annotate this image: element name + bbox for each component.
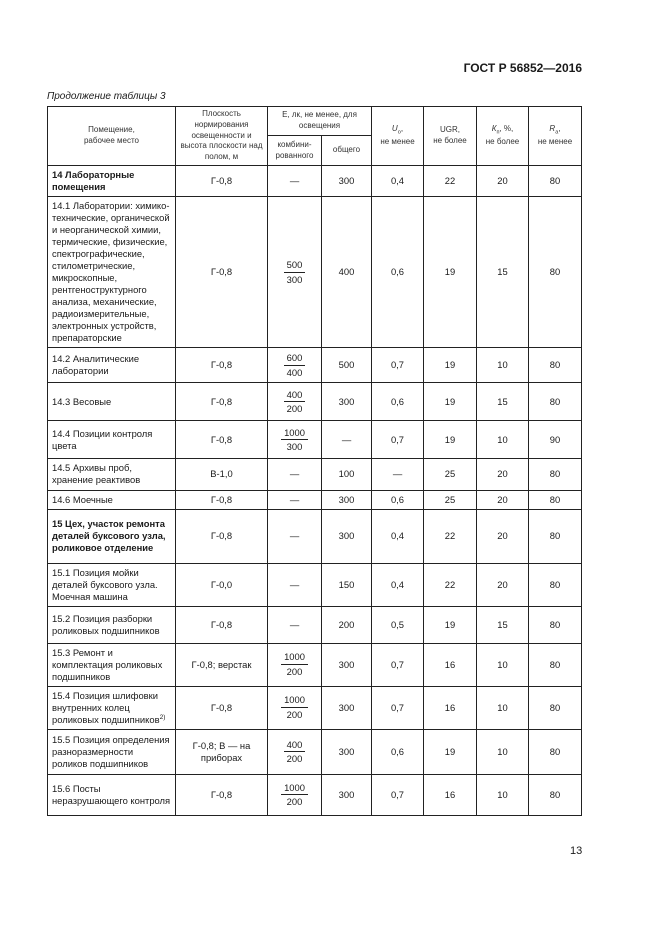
table-row — [48, 563, 582, 606]
uo-cell: 0,6 — [372, 197, 424, 348]
room-cell: 14.5 Архивы проб, хранение реактивов — [48, 459, 176, 490]
header-general: общего — [322, 136, 372, 166]
ugr-cell: 16 — [424, 643, 477, 686]
general-cell: 300 — [322, 383, 372, 421]
combined-fraction: $\frac{1000}{200}$ — [281, 782, 308, 809]
kp-cell: 10 — [477, 421, 529, 459]
combined-cell: — — [268, 490, 322, 509]
general-cell: 100 — [322, 459, 372, 490]
combined-cell — [268, 197, 322, 348]
room-cell: 14.2 Аналитические лаборатории — [48, 348, 176, 383]
ra-cell: 80 — [529, 563, 582, 606]
ugr-cell: 22 — [424, 509, 477, 563]
table-row — [48, 348, 582, 383]
header-illuminance: E, лк, не менее, для освещения — [268, 107, 372, 136]
ugr-cell: 19 — [424, 729, 477, 774]
combined-fraction: $\frac{1000}{200}$ — [281, 651, 308, 678]
combined-cell: — — [268, 563, 322, 606]
header-kp: $К_п$, %, не более — [477, 107, 529, 166]
combined-cell — [268, 729, 322, 774]
combined-cell — [268, 774, 322, 815]
kp-cell: 10 — [477, 643, 529, 686]
kp-cell: 10 — [477, 686, 529, 729]
ugr-cell: 19 — [424, 421, 477, 459]
table-row — [48, 686, 582, 729]
uo-cell: 0,7 — [372, 774, 424, 815]
plane-cell: Г-0,8 — [176, 197, 268, 348]
ugr-cell: 19 — [424, 606, 477, 643]
ra-cell: 80 — [529, 490, 582, 509]
general-cell: 300 — [322, 509, 372, 563]
combined-cell — [268, 686, 322, 729]
plane-cell: Г-0,8 — [176, 166, 268, 197]
ra-cell: 80 — [529, 606, 582, 643]
kp-cell: 15 — [477, 197, 529, 348]
plane-cell: Г-0,8 — [176, 421, 268, 459]
uo-cell: — — [372, 459, 424, 490]
kp-cell: 20 — [477, 459, 529, 490]
combined-fraction: $\frac{500}{300}$ — [284, 259, 306, 286]
table-row — [48, 774, 582, 815]
ra-cell: 80 — [529, 383, 582, 421]
ugr-cell: 19 — [424, 348, 477, 383]
ra-cell: 80 — [529, 348, 582, 383]
general-cell: 300 — [322, 729, 372, 774]
ugr-cell: 16 — [424, 774, 477, 815]
header-ugr: UGR, не более — [424, 107, 477, 166]
header-combined: комбини- рованного — [268, 136, 322, 166]
uo-cell: 0,4 — [372, 509, 424, 563]
combined-fraction: $\frac{400}{200}$ — [284, 739, 306, 766]
combined-cell — [268, 348, 322, 383]
ugr-cell: 25 — [424, 490, 477, 509]
general-cell: 300 — [322, 490, 372, 509]
room-cell: 15.1 Позиция мойки деталей буксового узла. Моечная машина — [48, 563, 176, 606]
footnote-mark: 2) — [159, 713, 166, 721]
kp-cell: 20 — [477, 166, 529, 197]
combined-cell: — — [268, 459, 322, 490]
room-cell: 14.6 Моечные — [48, 490, 176, 509]
table-row — [48, 383, 582, 421]
kp-cell: 10 — [477, 729, 529, 774]
table-row — [48, 421, 582, 459]
ugr-cell: 19 — [424, 197, 477, 348]
plane-cell: Г-0,8 — [176, 509, 268, 563]
ra-cell: 80 — [529, 509, 582, 563]
standard-title: ГОСТ Р 56852—2016 — [463, 61, 582, 75]
kp-cell: 20 — [477, 490, 529, 509]
table-row — [48, 643, 582, 686]
table-row — [48, 490, 582, 509]
uo-cell: 0,4 — [372, 563, 424, 606]
combined-cell — [268, 643, 322, 686]
kp-cell: 20 — [477, 509, 529, 563]
table-row — [48, 729, 582, 774]
lighting-norms-table — [47, 106, 582, 816]
plane-cell: В-1,0 — [176, 459, 268, 490]
kp-cell: 10 — [477, 348, 529, 383]
header-uo: $U_о$, не менее — [372, 107, 424, 166]
uo-cell: 0,5 — [372, 606, 424, 643]
table-caption: Продолжение таблицы 3 — [47, 91, 166, 102]
general-cell: 200 — [322, 606, 372, 643]
plane-cell: Г-0,8; В — на приборах — [176, 729, 268, 774]
room-cell: 14.3 Весовые — [48, 383, 176, 421]
combined-cell — [268, 383, 322, 421]
combined-fraction: $\frac{1000}{200}$ — [281, 694, 308, 721]
ra-cell: 80 — [529, 729, 582, 774]
room-cell: 14 Лабораторные помещения — [48, 166, 176, 197]
kp-cell: 10 — [477, 774, 529, 815]
plane-cell: Г-0,0 — [176, 563, 268, 606]
room-cell: 15.3 Ремонт и комплектация роликовых подшипников — [48, 643, 176, 686]
general-cell: — — [322, 421, 372, 459]
uo-cell: 0,7 — [372, 686, 424, 729]
combined-cell: — — [268, 509, 322, 563]
general-cell: 300 — [322, 774, 372, 815]
plane-cell: Г-0,8 — [176, 383, 268, 421]
combined-cell: — — [268, 166, 322, 197]
plane-cell: Г-0,8 — [176, 774, 268, 815]
general-cell: 300 — [322, 643, 372, 686]
ra-cell: 80 — [529, 459, 582, 490]
ugr-cell: 25 — [424, 459, 477, 490]
uo-cell: 0,6 — [372, 383, 424, 421]
room-cell: 14.4 Позиции контроля цвета — [48, 421, 176, 459]
room-cell: 15.5 Позиция определения разноразмерности роликов подшипников — [48, 729, 176, 774]
header-ra: $R_a$, не менее — [529, 107, 582, 166]
combined-fraction: $\frac{400}{200}$ — [284, 389, 306, 416]
ugr-cell: 19 — [424, 383, 477, 421]
ra-cell: 80 — [529, 686, 582, 729]
room-cell: 14.1 Лаборатории: химико-технические, органической и неорганической химии, термические, физические, спектрографические, стилометрические, микроскопные, рентгеноструктурного анализа, механические, радиоизмерительные, электронных устройств, препараторские — [48, 197, 176, 348]
table-row — [48, 606, 582, 643]
general-cell: 150 — [322, 563, 372, 606]
header-room: Помещение, рабочее место — [48, 107, 176, 166]
combined-fraction: $\frac{600}{400}$ — [284, 352, 306, 379]
ugr-cell: 16 — [424, 686, 477, 729]
general-cell: 300 — [322, 166, 372, 197]
plane-cell: Г-0,8 — [176, 686, 268, 729]
plane-cell: Г-0,8 — [176, 606, 268, 643]
ra-cell: 80 — [529, 197, 582, 348]
ra-cell: 80 — [529, 774, 582, 815]
combined-cell — [268, 421, 322, 459]
combined-cell: — — [268, 606, 322, 643]
uo-cell: 0,7 — [372, 643, 424, 686]
combined-fraction: $\frac{1000}{300}$ — [281, 427, 308, 454]
plane-cell: Г-0,8 — [176, 490, 268, 509]
plane-cell: Г-0,8 — [176, 348, 268, 383]
general-cell: 400 — [322, 197, 372, 348]
uo-cell: 0,6 — [372, 729, 424, 774]
general-cell: 500 — [322, 348, 372, 383]
table-row — [48, 459, 582, 490]
uo-cell: 0,4 — [372, 166, 424, 197]
kp-cell: 15 — [477, 606, 529, 643]
uo-cell: 0,7 — [372, 421, 424, 459]
ugr-cell: 22 — [424, 166, 477, 197]
uo-cell: 0,7 — [372, 348, 424, 383]
room-cell: 15.4 Позиция шлифовки внутренних колец роликовых подшипников$^{2)}$ — [48, 686, 176, 729]
table-row — [48, 509, 582, 563]
kp-cell: 20 — [477, 563, 529, 606]
ra-cell: 90 — [529, 421, 582, 459]
ra-cell: 80 — [529, 166, 582, 197]
general-cell: 300 — [322, 686, 372, 729]
ugr-cell: 22 — [424, 563, 477, 606]
plane-cell: Г-0,8; верстак — [176, 643, 268, 686]
table-row — [48, 197, 582, 348]
kp-cell: 15 — [477, 383, 529, 421]
table-row — [48, 166, 582, 197]
room-cell: 15.6 Посты неразрушающего контроля — [48, 774, 176, 815]
page-number: 13 — [570, 845, 583, 857]
room-cell: 15 Цех, участок ремонта деталей буксового узла, роликовое отделение — [48, 509, 176, 563]
uo-cell: 0,6 — [372, 490, 424, 509]
header-plane: Плоскость нормирования освещенности и высота плоскости над полом, м — [176, 107, 268, 166]
room-cell: 15.2 Позиция разборки роликовых подшипников — [48, 606, 176, 643]
ra-cell: 80 — [529, 643, 582, 686]
